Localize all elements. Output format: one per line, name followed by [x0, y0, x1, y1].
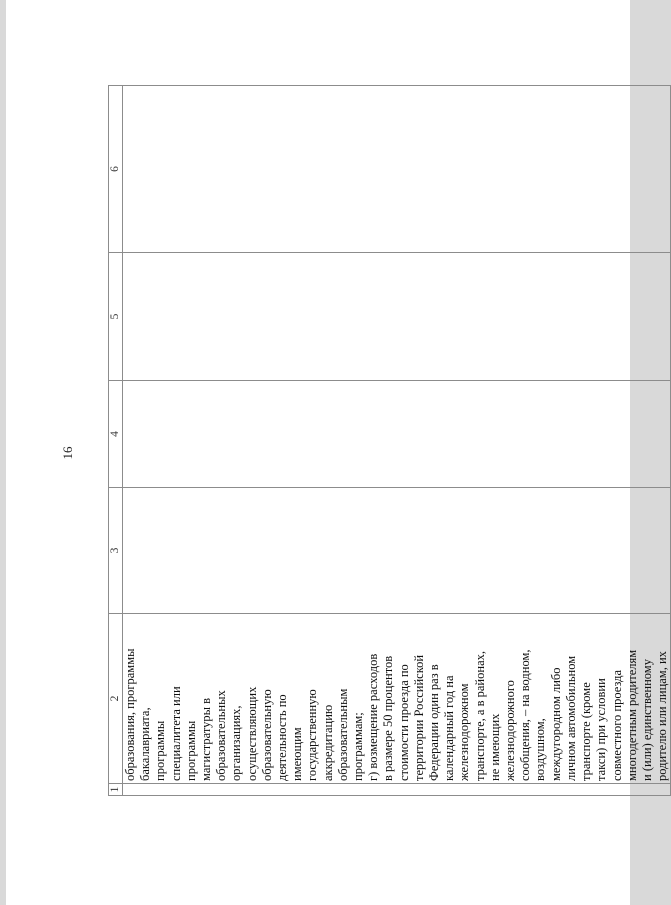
cell-text-line: деятельность по [275, 694, 290, 781]
cell-text-line: имеющим [290, 727, 305, 781]
cell-text-line: образовательную [259, 689, 274, 781]
cell-text-line: транспорте, а в районах, [472, 651, 487, 781]
cell-text-line: магистратуры в [199, 697, 214, 781]
header-col-5: 5 [109, 253, 123, 381]
cell-text-line: календарный год на [442, 675, 457, 781]
cell-col-1 [123, 784, 671, 796]
cell-col-5 [123, 253, 671, 381]
cell-col-2-text [123, 614, 670, 783]
cell-text-line: территории Российской [411, 654, 426, 781]
cell-text-line: совместного проезда [609, 669, 624, 781]
cell-text-line: программам; [351, 712, 366, 781]
cell-col-6 [123, 86, 671, 253]
header-col-1: 1 [109, 784, 123, 796]
cell-text-line: программы [183, 720, 198, 781]
cell-text-line: в размере 50 процентов [381, 655, 396, 781]
cell-col-3 [123, 488, 671, 614]
cell-text-line: родителю или лицам, их [655, 651, 670, 781]
cell-text-line: личном автомобильном [563, 655, 578, 781]
cell-text-line: Федерации один раз в [427, 664, 442, 781]
cell-text-line: многодетным родителям [624, 649, 639, 781]
cell-text-line: образовательных [214, 690, 229, 781]
cell-text-line: осуществляющих [244, 686, 259, 781]
cell-text-line: программы [153, 720, 168, 781]
header-col-3: 3 [109, 488, 123, 614]
header-row [109, 86, 123, 796]
cell-text-line: сообщения, – на водном, [518, 649, 533, 781]
cell-text-line: г) возмещение расходов [366, 653, 381, 781]
cell-text-line: железнодорожном [457, 683, 472, 781]
header-col-2: 2 [109, 614, 123, 784]
benefits-table [108, 85, 671, 796]
cell-text-line: и (или) единственному [639, 659, 654, 781]
cell-text-line: бакалавриата, [138, 707, 153, 781]
page-number: 16 [60, 446, 75, 460]
cell-text-line: государственную [305, 689, 320, 781]
cell-text-line: стоимости проезда по [396, 664, 411, 781]
cell-text-line: воздушном, [533, 718, 548, 781]
cell-text-line: железнодорожного [503, 680, 518, 781]
cell-text-line: организациях, [229, 705, 244, 781]
header-col-4: 4 [109, 381, 123, 488]
cell-text-line: транспорте (кроме [579, 682, 594, 781]
cell-text-line: образования, программы [123, 648, 137, 781]
document-page [6, 0, 670, 905]
cell-text-line: специалитета или [168, 686, 183, 781]
cell-text-line: образовательным [335, 688, 350, 781]
cell-col-4 [123, 381, 671, 488]
cell-text-line: не имеющих [487, 713, 502, 781]
cell-text-line: междугородном либо [548, 667, 563, 781]
table-row [123, 86, 671, 796]
header-col-6: 6 [109, 86, 123, 253]
rotated-table-wrapper [108, 86, 670, 796]
cell-col-2 [123, 614, 671, 784]
cell-text-line: аккредитацию [320, 704, 335, 781]
cell-text-line: такси) при условии [594, 678, 609, 781]
